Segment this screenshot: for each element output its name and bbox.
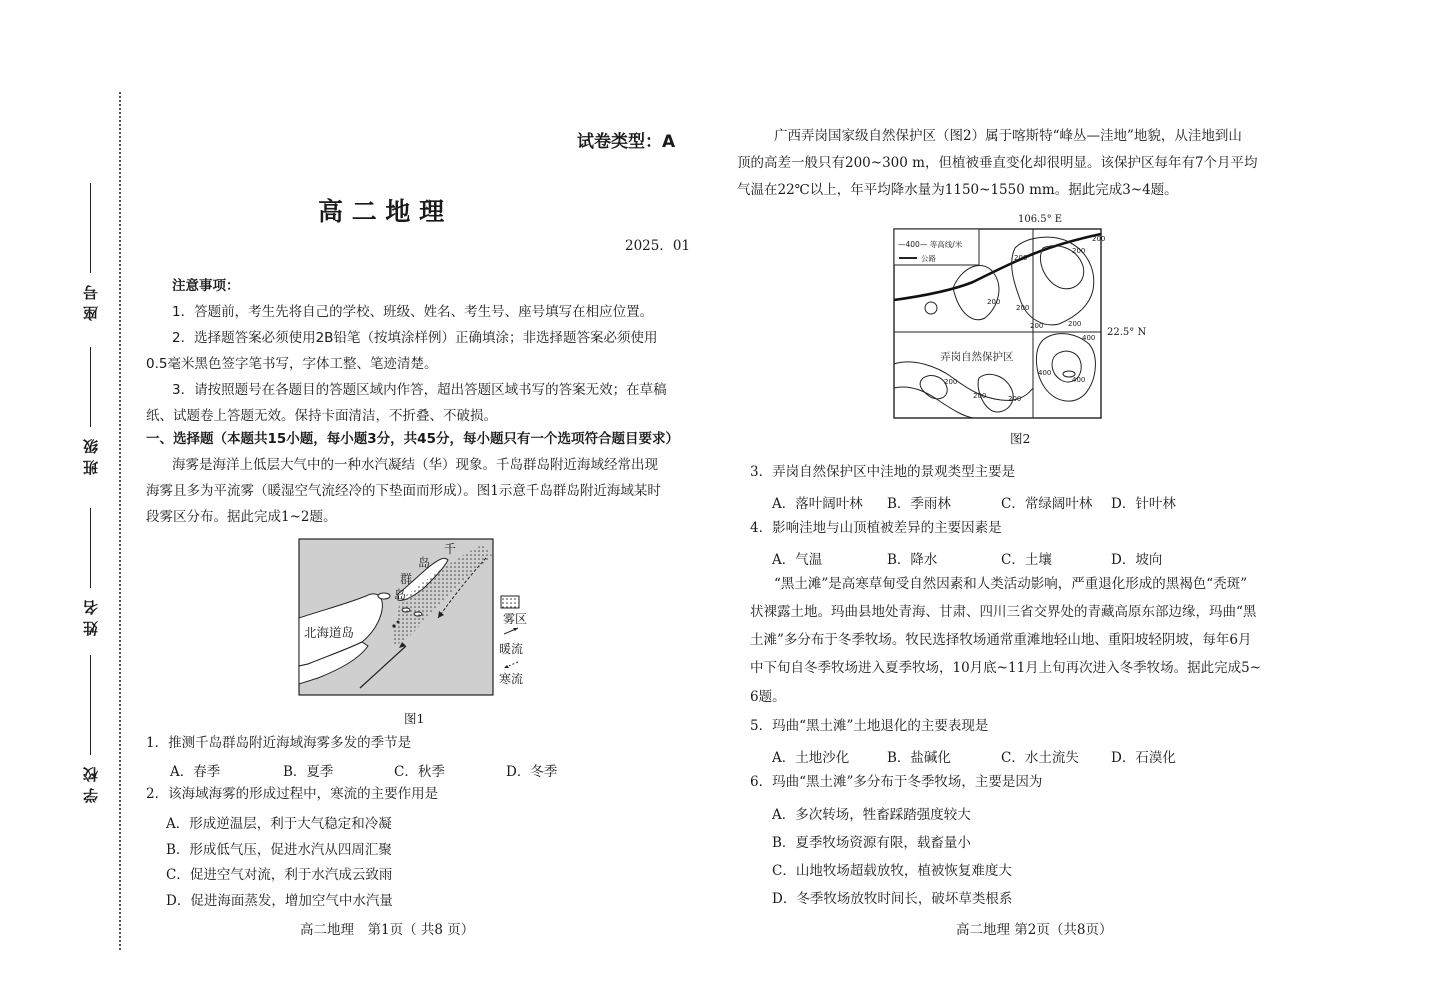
question-4-option-d[interactable]: D．坡向 — [1111, 552, 1163, 568]
question-2-option-b[interactable]: B．形成低气压，促进水汽从四周汇聚 — [166, 842, 392, 858]
note-line: 2．选择题答案必须使用2B铅笔（按填涂样例）正确填涂；非选择题答案必须使用 — [172, 330, 658, 346]
name-label: 姓名 — [81, 594, 100, 636]
contour-value: 200 — [973, 392, 987, 400]
passage-line: 广西弄岗国家级自然保护区（图2）属于喀斯特“峰丛—洼地”地貌，从洼地到山 — [774, 128, 1242, 144]
passage-line: 海雾且多为平流雾（暖湿空气流经冷的下垫面而形成）。图1示意千岛群岛附近海域某时 — [146, 483, 661, 499]
contour-value: 200 — [1092, 235, 1106, 243]
class-label: 班级 — [81, 433, 100, 475]
cold-legend-label: 寒流 — [499, 672, 524, 686]
note-line: 纸、试题卷上答题无效。保持卡面清洁，不折叠、不破损。 — [146, 408, 497, 424]
contour-value: 200 — [1014, 254, 1028, 262]
question-5-option-c[interactable]: C．水土流失 — [1001, 750, 1079, 766]
cold-legend-head — [504, 665, 509, 668]
passage-line: 6题。 — [750, 689, 786, 705]
question-3-option-c[interactable]: C．常绿阔叶林 — [1001, 496, 1093, 512]
passage-line: 气温在22℃以上，年平均降水量为1150~1550 mm。据此完成3~4题。 — [737, 182, 1178, 198]
latitude-label: 22.5° N — [1107, 327, 1147, 338]
passage-line: “黑土滩”是高寒草甸受自然因素和人类活动影响，严重退化形成的黑褐色“秃斑” — [774, 576, 1248, 592]
question-1-option-c[interactable]: C．秋季 — [394, 764, 445, 780]
name-write-line — [90, 508, 91, 588]
question-5-option-d[interactable]: D．石漠化 — [1111, 750, 1176, 766]
reserve-label: 弄岗自然保护区 — [940, 351, 1014, 363]
question-1-option-d[interactable]: D．冬季 — [506, 764, 558, 780]
class-field — [80, 347, 100, 475]
question-5-option-a[interactable]: A．土地沙化 — [772, 750, 850, 766]
kuril-islet — [378, 593, 390, 599]
section-heading: 一、选择题（本题共15小题，每小题3分，共45分，每小题只有一个选项符合题目要求） — [146, 431, 679, 447]
name-field — [80, 508, 100, 636]
contour-value: 200 — [944, 378, 958, 386]
passage-line: 段雾区分布。据此完成1~2题。 — [146, 509, 337, 525]
question-6-stem: 6．玛曲“黑土滩”多分布于冬季牧场，主要是因为 — [750, 774, 1043, 790]
question-4-option-c[interactable]: C．土壤 — [1001, 552, 1052, 568]
fog-legend-label: 雾区 — [503, 612, 528, 626]
kuril-label-char: 群 — [400, 572, 413, 586]
question-3-option-b[interactable]: B．季雨林 — [887, 496, 951, 512]
passage-line: 顶的高差一般只有200~300 m，但植被垂直变化却很明显。该保护区每年有7个月平均 — [737, 155, 1258, 171]
question-2-option-c[interactable]: C．促进空气对流，利于水汽成云致雨 — [166, 867, 393, 883]
kuril-label-char: 千 — [444, 542, 457, 556]
question-2-option-d[interactable]: D．促进海面蒸发，增加空气中水汽量 — [166, 893, 393, 909]
contour-value: 400 — [1038, 369, 1052, 377]
passage-line: 土滩”多分布于冬季牧场。牧民选择牧场通常重滩地轻山地、重阳坡轻阴坡，每年6月 — [750, 632, 1252, 648]
contour-value: 400 — [1082, 334, 1096, 342]
contour-value: 200 — [1016, 304, 1030, 312]
contour-value: 200 — [987, 298, 1001, 306]
question-4-stem: 4．影响洼地与山顶植被差异的主要因素是 — [750, 520, 1002, 536]
class-write-line — [90, 347, 91, 427]
question-6-option-c[interactable]: C．山地牧场超载放牧，植被恢复难度大 — [772, 863, 1012, 879]
page-title: 高 二 地 理 — [318, 197, 445, 226]
passage-line: 海雾是海洋上低层大气中的一种水汽凝结（华）现象。千岛群岛附近海域经常出现 — [172, 457, 658, 473]
question-2-stem: 2．该海域海雾的形成过程中，寒流的主要作用是 — [146, 786, 439, 802]
note-line: 0.5毫米黑色签字笔书写，字体工整、笔迹清楚。 — [146, 356, 438, 372]
exam-date: 2025．01 — [625, 238, 691, 254]
notes-heading: 注意事项： — [172, 278, 240, 294]
hokkaido-label: 北海道岛 — [304, 625, 355, 640]
fog-legend-swatch — [501, 596, 519, 608]
figure2-caption: 图2 — [1010, 431, 1031, 446]
contour-value: 200 — [1072, 247, 1086, 255]
question-2-option-a[interactable]: A．形成逆温层，利于大气稳定和冷凝 — [166, 816, 392, 832]
question-1-option-b[interactable]: B．夏季 — [283, 764, 334, 780]
passage-line: 状裸露土地。玛曲县地处青海、甘肃、四川三省交界处的青藏高原东部边缘，玛曲“黑 — [750, 604, 1257, 620]
contour-value: 200 — [1008, 395, 1022, 403]
question-4-option-a[interactable]: A．气温 — [772, 552, 823, 568]
footer-page-1: 高二地理 第1页（ 共8 页） — [300, 922, 475, 938]
question-3-stem: 3．弄岗自然保护区中洼地的景观类型主要是 — [750, 464, 1016, 480]
paper-type: 试卷类型：A — [577, 132, 676, 152]
question-6-option-d[interactable]: D．冬季牧场放牧时间长，破坏草类根系 — [772, 891, 1013, 907]
seat-write-line — [90, 183, 91, 273]
question-6-option-b[interactable]: B．夏季牧场资源有限，载畜量小 — [772, 835, 971, 851]
seat-label: 座号 — [81, 279, 100, 321]
contour-value: 400 — [1072, 376, 1086, 384]
question-3-option-a[interactable]: A．落叶阔叶林 — [772, 496, 863, 512]
figure1-caption: 图1 — [404, 711, 425, 726]
question-5-option-b[interactable]: B．盐碱化 — [887, 750, 951, 766]
kuril-label-char: 岛 — [418, 556, 431, 570]
kuril-label-char: 岛 — [394, 588, 407, 602]
note-line: 3．请按照题号在各题目的答题区域内作答，超出答题区域书写的答案无效；在草稿 — [172, 382, 667, 398]
question-1-option-a[interactable]: A．春季 — [170, 764, 221, 780]
binding-dotted-line — [119, 92, 121, 950]
seat-field — [80, 183, 100, 321]
warm-legend-label: 暖流 — [499, 642, 524, 656]
longitude-label: 106.5° E — [1018, 214, 1063, 225]
school-field — [80, 655, 100, 803]
question-5-stem: 5．玛曲“黑土滩”土地退化的主要表现是 — [750, 718, 989, 734]
question-3-option-d[interactable]: D．针叶林 — [1111, 496, 1176, 512]
question-1-stem: 1．推测千岛群岛附近海域海雾多发的季节是 — [146, 735, 412, 751]
contour-value: 200 — [1030, 322, 1044, 330]
school-label: 学校 — [81, 761, 100, 803]
question-6-option-a[interactable]: A．多次转场，牲畜踩踏强度较大 — [772, 807, 971, 823]
road-legend-label: 公路 — [921, 254, 936, 263]
contour-value: 200 — [1068, 320, 1082, 328]
question-4-option-b[interactable]: B．降水 — [887, 552, 938, 568]
contour-legend-label: —400— 等高线/米 — [898, 240, 963, 249]
note-line: 1．答题前，考生先将自己的学校、班级、姓名、考生号、座号填写在相应位置。 — [172, 304, 654, 320]
school-write-line — [90, 655, 91, 755]
footer-page-2: 高二地理 第2页（共8页） — [956, 922, 1113, 938]
passage-line: 中下旬自冬季牧场进入夏季牧场，10月底~11月上旬再次进入冬季牧场。据此完成5~ — [750, 660, 1262, 676]
